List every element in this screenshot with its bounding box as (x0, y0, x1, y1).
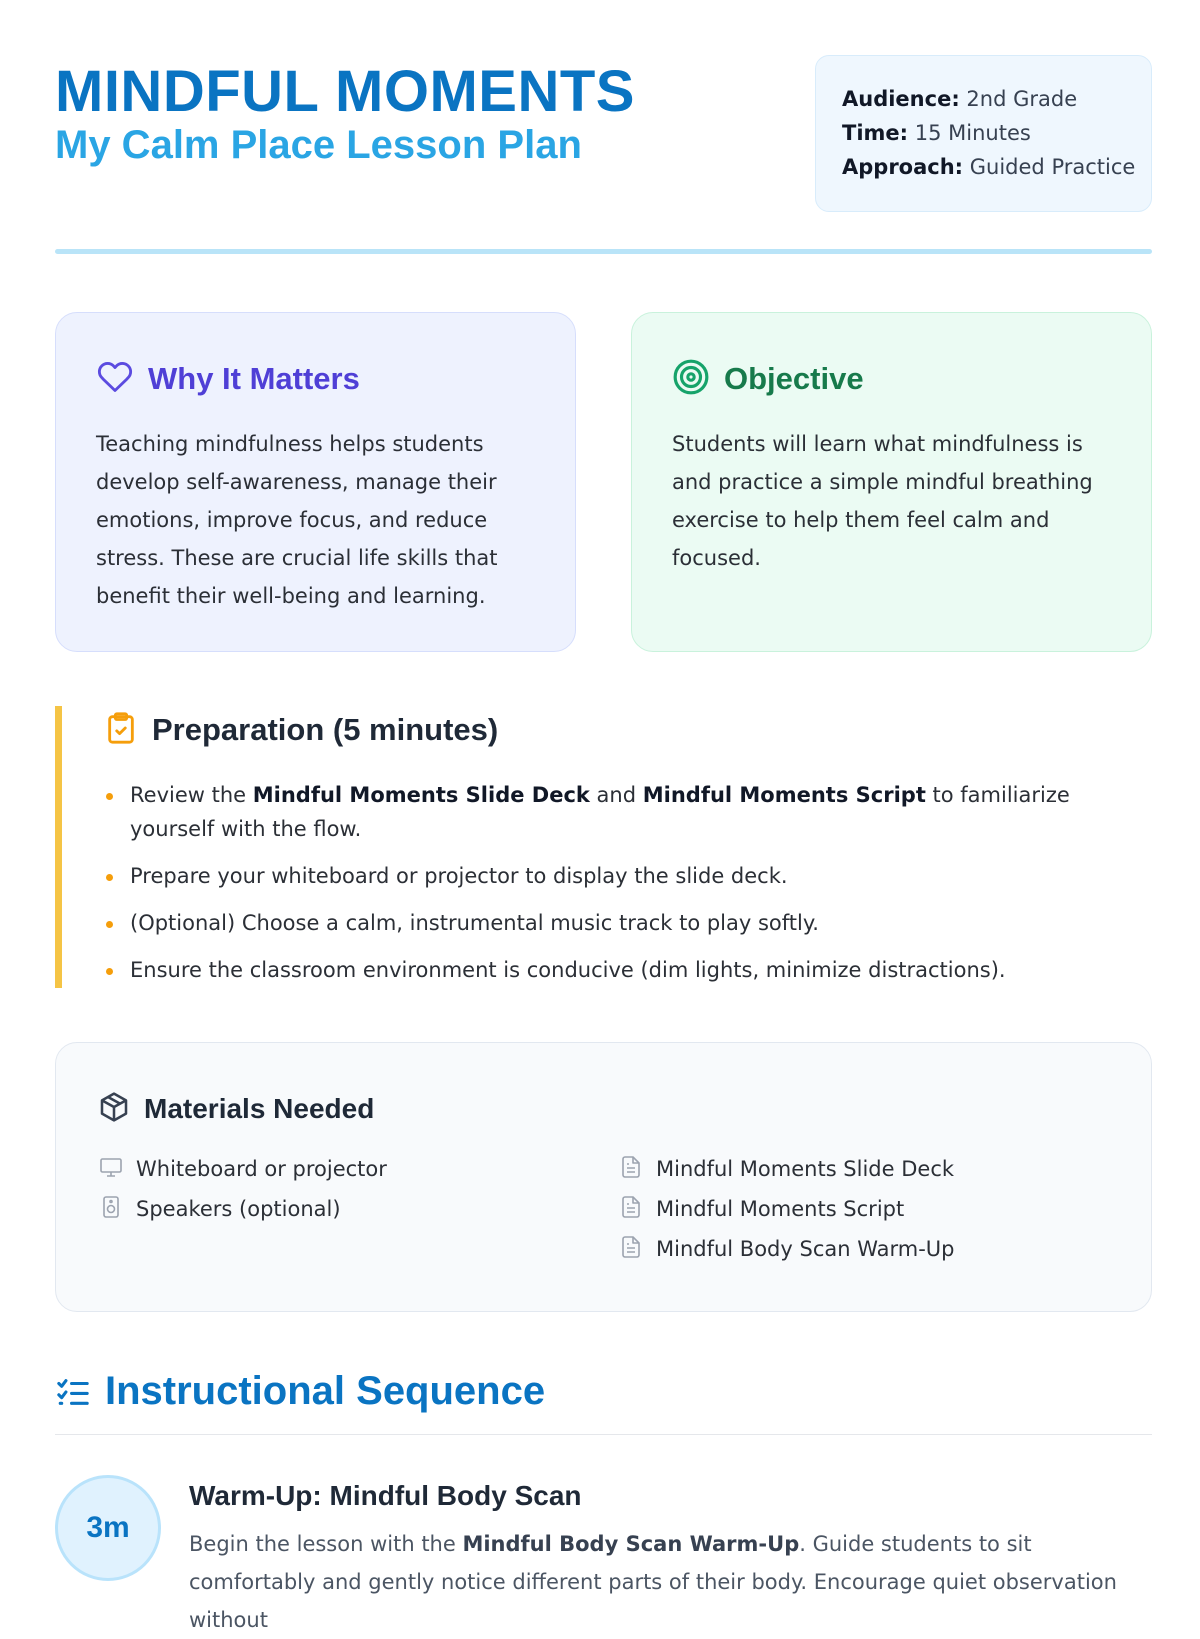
meta-audience-label: Audience: (842, 87, 960, 111)
meta-time-value: 15 Minutes (914, 121, 1031, 145)
speaker-icon (98, 1195, 124, 1224)
prep-item-text: and (589, 783, 643, 807)
material-label: Mindful Moments Script (656, 1197, 905, 1221)
step-duration-badge: 3m (55, 1475, 161, 1581)
meta-audience-value: 2nd Grade (966, 87, 1078, 111)
meta-approach-label: Approach: (842, 155, 964, 179)
list-item (618, 1149, 955, 1189)
material-label: Mindful Moments Slide Deck (656, 1157, 955, 1181)
document-icon (618, 1155, 644, 1184)
meta-time-label: Time: (842, 121, 909, 145)
list-item (104, 778, 1124, 846)
step-description (189, 1525, 1149, 1639)
why-it-matters-title: Why It Matters (148, 361, 360, 396)
step-text: . Guide students to sit comfortably and gently notice different parts of their body. Encourage quiet observation without (189, 1532, 1117, 1632)
list-item (618, 1189, 955, 1229)
list-item: Prepare your whiteboard or projector to display the slide deck. (104, 859, 1124, 893)
objective-card (631, 312, 1152, 652)
monitor-icon (98, 1155, 124, 1184)
box-icon (98, 1091, 130, 1127)
why-it-matters-text: Teaching mindfulness helps students develop self-awareness, manage their emotions, improve focus, and reduce stress. These are crucial life skills that benefit their well-being and learning. (96, 432, 498, 608)
objective-title: Objective (724, 361, 864, 396)
instructional-sequence-header (55, 1365, 1152, 1435)
lesson-header (55, 50, 1152, 260)
list-item: (Optional) Choose a calm, instrumental music track to play softly. (104, 906, 1124, 940)
heart-icon (96, 359, 134, 399)
list-item (618, 1229, 955, 1269)
slide-deck-reference: Mindful Moments Slide Deck (252, 783, 590, 807)
checklist-icon (55, 1375, 91, 1413)
meta-audience (842, 82, 1151, 116)
material-label: Mindful Body Scan Warm-Up (656, 1237, 955, 1261)
meta-approach-value: Guided Practice (969, 155, 1136, 179)
page-subtitle: My Calm Place Lesson Plan (55, 123, 582, 167)
materials-equipment-list (98, 1149, 387, 1229)
target-icon (672, 358, 710, 400)
clipboard-check-icon (104, 709, 138, 751)
page-title: MINDFUL MOMENTS (55, 59, 635, 124)
prep-item-text: Review the (130, 783, 253, 807)
preparation-title: Preparation (5 minutes) (152, 712, 499, 747)
step-title: Warm-Up: Mindful Body Scan (189, 1480, 582, 1511)
meta-time (842, 116, 1151, 150)
document-icon (618, 1235, 644, 1264)
warm-up-reference: Mindful Body Scan Warm-Up (462, 1532, 800, 1556)
document-icon (618, 1195, 644, 1224)
materials-title: Materials Needed (144, 1093, 375, 1124)
script-reference: Mindful Moments Script (642, 783, 926, 807)
list-item (98, 1149, 387, 1189)
list-item (98, 1189, 387, 1229)
materials-card (55, 1042, 1152, 1312)
material-label: Whiteboard or projector (136, 1157, 387, 1181)
sequence-step (55, 1475, 1152, 1632)
header-divider (55, 249, 1152, 254)
lesson-meta-box (815, 55, 1152, 212)
instructional-sequence-title: Instructional Sequence (105, 1369, 546, 1413)
objective-text: Students will learn what mindfulness is and practice a simple mindful breathing exercise to help them feel calm and focused. (672, 432, 1093, 570)
why-it-matters-card (55, 312, 576, 652)
materials-documents-list (618, 1149, 955, 1269)
preparation-section (55, 706, 1152, 988)
material-label: Speakers (optional) (136, 1197, 341, 1221)
list-item: Ensure the classroom environment is conducive (dim lights, minimize distractions). (104, 953, 1124, 987)
preparation-list (104, 778, 1124, 987)
meta-approach (842, 150, 1151, 184)
step-text: Begin the lesson with the (189, 1532, 463, 1556)
prep-item-text: to familiarize yourself with the flow. (130, 783, 1070, 841)
